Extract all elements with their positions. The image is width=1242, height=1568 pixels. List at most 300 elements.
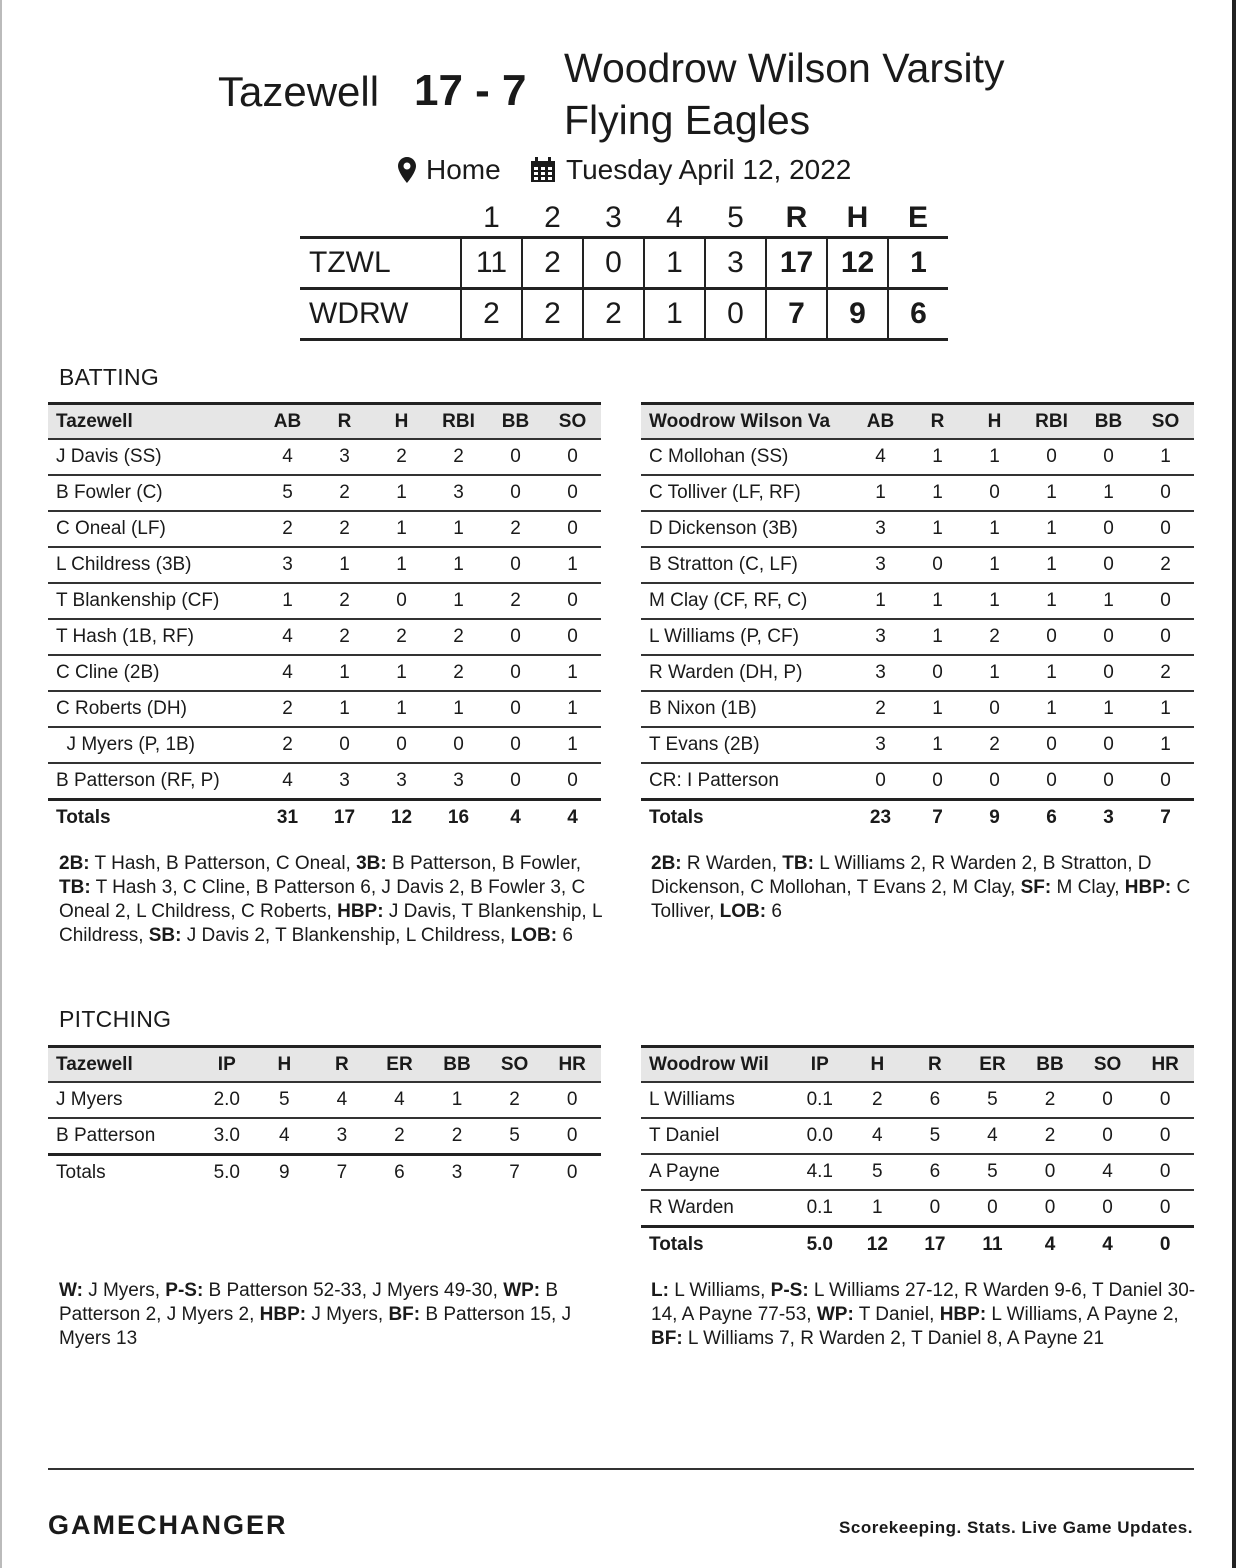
pitching-notes-home [59, 1279, 604, 1351]
inning-score: 2 [461, 289, 522, 340]
batting-section-title: BATTING [59, 364, 160, 390]
stat-cell: 1 [316, 655, 373, 691]
inning-score: 1 [644, 238, 705, 289]
note-text: T Daniel, [853, 1304, 940, 1325]
stat-cell: 1 [316, 547, 373, 583]
stat-cell: 2 [371, 1118, 429, 1155]
totals-cell: 0 [543, 1155, 601, 1191]
player-name: C Mollohan (SS) [641, 439, 852, 475]
note-text: M Clay, [1051, 877, 1125, 898]
stat-cell: 2 [316, 619, 373, 655]
line-score-team: WDRW [300, 289, 461, 340]
stat-cell: 0 [1137, 583, 1194, 619]
note-label: TB: [59, 877, 91, 898]
stat-cell: 0 [544, 619, 601, 655]
line-score-team-header [300, 200, 461, 238]
note-label: HBP: [337, 901, 384, 922]
stat-cell: 1 [430, 511, 487, 547]
note-label: W: [59, 1280, 83, 1301]
stat-cell: 1 [1023, 475, 1080, 511]
inning-score: 2 [522, 238, 583, 289]
totals-cell: 9 [966, 800, 1023, 836]
stat-cell: 1 [1023, 691, 1080, 727]
date-label: Tuesday April 12, 2022 [566, 154, 852, 185]
stat-cell: 0.1 [791, 1082, 849, 1118]
stat-column-header: SO [486, 1047, 544, 1083]
stat-cell: 1 [373, 655, 430, 691]
team-column-header: Woodrow Wilson Va [641, 404, 852, 440]
errors-total: 6 [888, 289, 948, 340]
stat-cell: 1 [966, 655, 1023, 691]
stat-cell: 0 [1136, 1118, 1194, 1154]
stat-cell: 1 [1023, 511, 1080, 547]
inning-score: 2 [522, 289, 583, 340]
stat-cell: 0 [1080, 511, 1137, 547]
note-label: P-S: [770, 1280, 809, 1301]
totals-cell: 17 [906, 1227, 964, 1263]
stat-cell: 2 [966, 619, 1023, 655]
note-text: B Patterson, B Fowler, [386, 853, 582, 874]
away-team-name [564, 42, 1005, 146]
note-label: LOB: [719, 901, 767, 922]
runs-total: 7 [766, 289, 827, 340]
footer-tagline: Scorekeeping. Stats. Live Game Updates. [839, 1518, 1193, 1537]
stat-cell: 0 [1080, 547, 1137, 583]
totals-cell: 17 [316, 800, 373, 836]
stat-column-header: AB [259, 404, 316, 440]
stat-cell: 5 [256, 1082, 314, 1118]
stat-cell: 4 [371, 1082, 429, 1118]
totals-cell: 3 [428, 1155, 486, 1191]
note-text: 6 [766, 901, 782, 922]
note-label: BF: [651, 1328, 683, 1349]
stat-cell: 1 [849, 1190, 907, 1227]
stat-cell: 1 [373, 547, 430, 583]
stat-cell: 4 [256, 1118, 314, 1155]
stat-cell: 6 [906, 1154, 964, 1190]
totals-cell: 16 [430, 800, 487, 836]
totals-label: Totals [641, 800, 852, 836]
stat-column-header: H [256, 1047, 314, 1083]
player-name: L Williams [641, 1082, 791, 1118]
note-text: J Davis 2, T Blankenship, L Childress, [181, 925, 511, 946]
stat-cell: 3 [430, 763, 487, 800]
stat-cell: 4 [259, 763, 316, 800]
stat-cell: 1 [1080, 691, 1137, 727]
inning-header: 4 [666, 201, 683, 234]
stat-cell: 0 [544, 439, 601, 475]
stat-cell: 1 [1023, 547, 1080, 583]
totals-label: Totals [48, 800, 259, 836]
stat-cell: 2.0 [198, 1082, 256, 1118]
inning-score: 3 [705, 238, 766, 289]
table-row [641, 727, 1194, 763]
stat-cell: 1 [852, 583, 909, 619]
player-name: T Hash (1B, RF) [48, 619, 259, 655]
table-row [48, 547, 601, 583]
stat-cell: 0 [373, 727, 430, 763]
totals-cell: 4 [1021, 1227, 1079, 1263]
stat-column-header: BB [428, 1047, 486, 1083]
stat-cell: 0 [1079, 1190, 1137, 1227]
stat-cell: 0 [544, 763, 601, 800]
stat-cell: 3.0 [198, 1118, 256, 1155]
player-name: R Warden (DH, P) [641, 655, 852, 691]
note-text: B Patterson 15, J Myers 13 [59, 1304, 572, 1349]
stat-cell: 2 [966, 727, 1023, 763]
stat-column-header: RBI [1023, 404, 1080, 440]
stat-column-header: IP [791, 1047, 849, 1083]
table-row [641, 655, 1194, 691]
stat-cell: 4 [852, 439, 909, 475]
note-text: 6 [557, 925, 573, 946]
totals-cell: 12 [849, 1227, 907, 1263]
batting-table-away [641, 402, 1194, 835]
player-name: J Myers (P, 1B) [48, 727, 259, 763]
stat-column-header: R [316, 404, 373, 440]
stat-cell: 1 [1080, 475, 1137, 511]
stat-cell: 0 [909, 763, 966, 800]
player-name: B Nixon (1B) [641, 691, 852, 727]
stat-cell: 1 [909, 583, 966, 619]
stat-cell: 3 [259, 547, 316, 583]
stat-cell: 3 [852, 655, 909, 691]
note-label: LOB: [510, 925, 558, 946]
stat-cell: 2 [259, 691, 316, 727]
totals-cell: 7 [1137, 800, 1194, 836]
stat-cell: 0 [316, 727, 373, 763]
stat-column-header: RBI [430, 404, 487, 440]
stat-cell: 0 [1080, 439, 1137, 475]
stat-cell: 4.1 [791, 1154, 849, 1190]
totals-cell: 4 [544, 800, 601, 836]
stat-cell: 0 [1023, 727, 1080, 763]
player-name: A Payne [641, 1154, 791, 1190]
line-score-team: TZWL [300, 238, 461, 289]
stat-column-header: SO [544, 404, 601, 440]
inning-score: 0 [583, 238, 644, 289]
note-text: L Williams, A Payne 2, [986, 1304, 1179, 1325]
stat-cell: 0 [543, 1118, 601, 1155]
inning-score: 1 [644, 289, 705, 340]
stat-cell: 0 [1023, 763, 1080, 800]
stat-cell: 0 [1137, 475, 1194, 511]
note-text: L Williams 7, R Warden 2, T Daniel 8, A Payne 21 [682, 1328, 1105, 1349]
note-label: P-S: [165, 1280, 204, 1301]
stat-cell: 3 [316, 439, 373, 475]
stat-cell: 2 [487, 583, 544, 619]
stat-cell: 3 [852, 727, 909, 763]
totals-label: Totals [48, 1155, 198, 1191]
note-text: J Davis, T Blankenship, L Childress, [59, 901, 602, 946]
stat-cell: 0 [544, 511, 601, 547]
stat-cell: 0 [966, 475, 1023, 511]
stat-column-header: HR [1136, 1047, 1194, 1083]
totals-cell: 23 [852, 800, 909, 836]
stat-cell: 0 [487, 439, 544, 475]
stat-cell: 0 [966, 763, 1023, 800]
table-row [641, 691, 1194, 727]
home-team-name: Tazewell [218, 68, 380, 115]
stat-cell: 4 [964, 1118, 1022, 1154]
game-date [530, 154, 851, 186]
totals-row [641, 800, 1194, 836]
stat-column-header: AB [852, 404, 909, 440]
stat-cell: 1 [544, 655, 601, 691]
stat-cell: 1 [909, 727, 966, 763]
player-name: B Patterson [48, 1118, 198, 1155]
stat-cell: 5 [259, 475, 316, 511]
totals-cell: 9 [256, 1155, 314, 1191]
stat-cell: 1 [909, 511, 966, 547]
stat-cell: 4 [1079, 1154, 1137, 1190]
note-label: 2B: [59, 853, 90, 874]
stat-cell: 0 [1080, 655, 1137, 691]
totals-cell: 4 [487, 800, 544, 836]
inning-header: 2 [544, 201, 561, 234]
stat-cell: 2 [1137, 547, 1194, 583]
stat-cell: 1 [966, 511, 1023, 547]
stat-cell: 0 [487, 547, 544, 583]
note-label: HBP: [259, 1304, 307, 1325]
note-label: SB: [148, 925, 182, 946]
stat-cell: 0 [909, 655, 966, 691]
stat-cell: 1 [1023, 655, 1080, 691]
stat-column-header: ER [964, 1047, 1022, 1083]
totals-row [641, 1227, 1194, 1263]
stat-cell: 0 [1079, 1118, 1137, 1154]
stat-cell: 5 [849, 1154, 907, 1190]
stat-cell: 1 [909, 475, 966, 511]
stat-cell: 2 [1021, 1082, 1079, 1118]
totals-cell: 0 [1136, 1227, 1194, 1263]
table-row [48, 763, 601, 800]
stat-cell: 4 [849, 1118, 907, 1154]
table-header-row [641, 1047, 1194, 1083]
stat-column-header: BB [1080, 404, 1137, 440]
stat-cell: 0 [487, 727, 544, 763]
stat-cell: 0 [1136, 1190, 1194, 1227]
stat-cell: 1 [259, 583, 316, 619]
totals-cell: 5.0 [791, 1227, 849, 1263]
batting-table-home [48, 402, 601, 835]
table-row [641, 475, 1194, 511]
stat-column-header: R [909, 404, 966, 440]
totals-cell: 12 [373, 800, 430, 836]
note-text: L Williams 2, R Warden 2, B Stratton, D Dickenson, C Mollohan, T Evans 2, M Clay, [651, 853, 1152, 898]
note-label: L: [651, 1280, 669, 1301]
stat-cell: 1 [852, 475, 909, 511]
note-label: HBP: [1124, 877, 1172, 898]
player-name: C Oneal (LF) [48, 511, 259, 547]
table-row [641, 1190, 1194, 1227]
stat-cell: 0 [1080, 763, 1137, 800]
batting-notes-home [59, 852, 604, 948]
note-text: L Williams, [668, 1280, 771, 1301]
stat-cell: 1 [966, 583, 1023, 619]
runs-total: 17 [766, 238, 827, 289]
team-column-header: Tazewell [48, 1047, 198, 1083]
note-text: R Warden, [681, 853, 783, 874]
player-name: T Daniel [641, 1118, 791, 1154]
stat-cell: 1 [1023, 583, 1080, 619]
stat-cell: 0 [487, 475, 544, 511]
errors-total: 1 [888, 238, 948, 289]
totals-cell: 6 [371, 1155, 429, 1191]
stat-column-header: H [966, 404, 1023, 440]
team-column-header: Woodrow Wil [641, 1047, 791, 1083]
note-text: T Hash, B Patterson, C Oneal, [89, 853, 357, 874]
line-score-row [300, 289, 948, 340]
stat-cell: 1 [430, 583, 487, 619]
player-name: T Blankenship (CF) [48, 583, 259, 619]
stat-cell: 2 [1021, 1118, 1079, 1154]
stat-cell: 1 [373, 475, 430, 511]
stat-cell: 0 [1080, 619, 1137, 655]
player-name: D Dickenson (3B) [641, 511, 852, 547]
note-text: T Hash 3, C Cline, B Patterson 6, J Davis 2, B Fowler 3, C Oneal 2, L Childress, C Roberts, [59, 877, 586, 922]
player-name: M Clay (CF, RF, C) [641, 583, 852, 619]
location [398, 154, 501, 186]
hits-header: H [846, 201, 869, 234]
stat-cell: 0 [852, 763, 909, 800]
calendar-icon [530, 157, 556, 183]
stat-column-header: R [906, 1047, 964, 1083]
note-text: B Patterson 2, J Myers 2, [59, 1280, 559, 1325]
inning-score: 11 [461, 238, 522, 289]
footer-divider [48, 1468, 1194, 1470]
player-name: CR: I Patterson [641, 763, 852, 800]
totals-cell: 11 [964, 1227, 1022, 1263]
totals-cell: 7 [313, 1155, 371, 1191]
stat-cell: 3 [316, 763, 373, 800]
away-team-name-line1: Woodrow Wilson Varsity [564, 45, 1005, 91]
stat-cell: 1 [544, 691, 601, 727]
stat-cell: 2 [430, 619, 487, 655]
inning-score: 0 [705, 289, 766, 340]
stat-cell: 1 [909, 691, 966, 727]
table-header-row [641, 404, 1194, 440]
pitching-table-home [48, 1045, 601, 1190]
stat-cell: 1 [966, 547, 1023, 583]
pitching-notes-away [651, 1279, 1196, 1351]
stat-cell: 0 [1023, 439, 1080, 475]
stat-cell: 2 [373, 619, 430, 655]
totals-label: Totals [641, 1227, 791, 1263]
stat-cell: 4 [259, 619, 316, 655]
table-row [48, 691, 601, 727]
player-name: B Stratton (C, LF) [641, 547, 852, 583]
inning-header: 1 [483, 201, 500, 234]
stat-cell: 0.0 [791, 1118, 849, 1154]
batting-notes-away [651, 852, 1196, 924]
table-row [641, 763, 1194, 800]
player-name: B Patterson (RF, P) [48, 763, 259, 800]
hits-total: 12 [827, 238, 888, 289]
player-name: L Williams (P, CF) [641, 619, 852, 655]
stat-cell: 2 [852, 691, 909, 727]
note-text: C Tolliver, [651, 877, 1191, 922]
stat-cell: 1 [316, 691, 373, 727]
table-header-row [48, 1047, 601, 1083]
stat-cell: 0 [487, 691, 544, 727]
stat-cell: 0 [543, 1082, 601, 1118]
hits-total: 9 [827, 289, 888, 340]
stat-cell: 6 [906, 1082, 964, 1118]
stat-column-header: SO [1137, 404, 1194, 440]
table-row [641, 511, 1194, 547]
stat-cell: 4 [259, 439, 316, 475]
note-text: J Myers, [82, 1280, 166, 1301]
table-row [641, 583, 1194, 619]
stat-cell: 1 [544, 727, 601, 763]
stat-cell: 2 [373, 439, 430, 475]
stat-cell: 1 [1137, 691, 1194, 727]
stat-cell: 4 [259, 655, 316, 691]
stat-cell: 0 [1023, 619, 1080, 655]
inning-header: 3 [605, 201, 622, 234]
totals-cell: 7 [486, 1155, 544, 1191]
stat-cell: 2 [316, 583, 373, 619]
stat-cell: 0 [1080, 727, 1137, 763]
gamechanger-logo: GAMECHANGER [48, 1510, 288, 1540]
note-text: J Myers, [306, 1304, 389, 1325]
stat-cell: 2 [430, 439, 487, 475]
inning-header: 5 [727, 201, 744, 234]
table-row [48, 655, 601, 691]
stat-cell: 2 [487, 511, 544, 547]
pitching-table-away [641, 1045, 1194, 1262]
map-pin-icon [398, 157, 416, 183]
totals-row [48, 1155, 601, 1191]
table-header-row [48, 404, 601, 440]
stat-cell: 1 [430, 547, 487, 583]
stat-cell: 0 [966, 691, 1023, 727]
stat-cell: 2 [486, 1082, 544, 1118]
stat-cell: 4 [313, 1082, 371, 1118]
stat-cell: 1 [1137, 727, 1194, 763]
note-text: L Williams 27-12, R Warden 9-6, T Daniel 30-14, A Payne 77-53, [651, 1280, 1196, 1325]
stat-cell: 3 [852, 547, 909, 583]
table-row [641, 1082, 1194, 1118]
stat-cell: 3 [852, 511, 909, 547]
stat-cell: 0 [1137, 763, 1194, 800]
stat-cell: 0 [906, 1190, 964, 1227]
table-row [48, 1082, 601, 1118]
stat-cell: 2 [1137, 655, 1194, 691]
stat-cell: 0.1 [791, 1190, 849, 1227]
stat-cell: 0 [487, 655, 544, 691]
table-row [48, 511, 601, 547]
stat-column-header: BB [487, 404, 544, 440]
table-row [48, 583, 601, 619]
stat-column-header: H [849, 1047, 907, 1083]
stat-cell: 0 [487, 619, 544, 655]
stat-column-header: HR [543, 1047, 601, 1083]
stat-cell: 0 [1021, 1154, 1079, 1190]
stat-cell: 1 [373, 511, 430, 547]
totals-cell: 3 [1080, 800, 1137, 836]
away-team-name-line2: Flying Eagles [564, 97, 811, 143]
table-row [641, 619, 1194, 655]
stat-cell: 3 [852, 619, 909, 655]
note-label: TB: [782, 853, 814, 874]
stat-column-header: H [373, 404, 430, 440]
stat-cell: 3 [313, 1118, 371, 1155]
table-row [641, 547, 1194, 583]
player-name: R Warden [641, 1190, 791, 1227]
stat-column-header: BB [1021, 1047, 1079, 1083]
